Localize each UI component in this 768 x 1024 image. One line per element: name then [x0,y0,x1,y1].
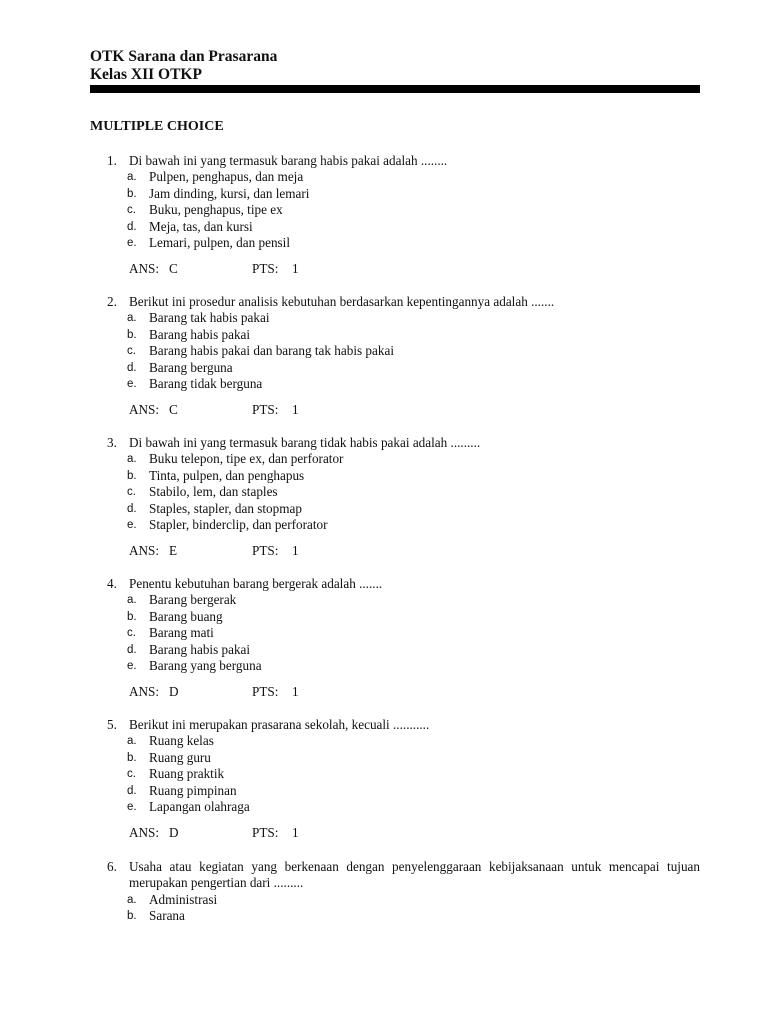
points-label: PTS: [252,402,279,418]
answer-label: ANS: [129,825,160,841]
option-c [90,766,700,782]
answer-line [90,402,700,418]
option-letter: a. [127,453,137,466]
points-value: 1 [292,543,299,559]
option-letter: d. [127,502,137,515]
option-letter: b. [127,328,137,341]
option-letter: b. [127,751,137,764]
option-b [90,908,700,924]
question-3 [90,435,700,559]
option-list [90,451,700,533]
option-e [90,517,700,533]
question-5 [90,717,700,841]
question-text: Penentu kebutuhan barang bergerak adalah ....... [129,576,383,591]
option-letter: a. [127,594,137,607]
option-letter: e. [127,519,137,532]
section-title: MULTIPLE CHOICE [90,119,224,134]
answer-line [90,543,700,559]
points-label: PTS: [252,825,279,841]
option-text: Sarana [149,908,185,924]
question-text: Di bawah ini yang termasuk barang tidak habis pakai adalah ......... [129,435,481,450]
option-text: Barang bergerak [149,592,237,608]
option-text: Staples, stapler, dan stopmap [149,500,302,516]
question-number: 5. [107,717,117,732]
option-letter: e. [127,801,137,814]
option-text: Ruang pimpinan [149,782,237,798]
option-letter: c. [127,204,136,217]
option-a [90,733,700,749]
question-6 [90,859,700,925]
option-list [90,169,700,251]
option-letter: b. [127,910,137,923]
option-text: Barang yang berguna [149,658,262,674]
option-letter: a. [127,171,137,184]
option-text: Jam dinding, kursi, dan lemari [149,185,310,201]
question-number: 6. [107,859,117,874]
answer-value: D [169,684,179,700]
question-text: Usaha atau kegiatan yang berkenaan dengan penyelenggaraan kebijaksanaan untuk mencapai tujuan merupakan pengertian dari ......... [129,859,700,891]
question-stem [90,576,700,592]
option-a [90,592,700,608]
option-text: Barang tak habis pakai [149,310,270,326]
option-c [90,343,700,359]
question-number: 2. [107,294,117,309]
option-b [90,609,700,625]
option-text: Tinta, pulpen, dan penghapus [149,467,305,483]
points-label: PTS: [252,543,279,559]
option-c [90,202,700,218]
question-stem [90,153,700,169]
option-d [90,219,700,235]
option-b [90,750,700,766]
points-value: 1 [292,684,299,700]
option-letter: c. [127,486,136,499]
option-b [90,468,700,484]
points-label: PTS: [252,684,279,700]
question-text: Berikut ini prosedur analisis kebutuhan berdasarkan kepentingannya adalah ....... [129,294,555,309]
answer-label: ANS: [129,402,160,418]
option-letter: c. [127,345,136,358]
option-text: Barang habis pakai [149,326,251,342]
option-letter: d. [127,643,137,656]
option-letter: c. [127,768,136,781]
option-a [90,310,700,326]
question-4 [90,576,700,700]
points-value: 1 [292,825,299,841]
question-number: 3. [107,435,117,450]
option-a [90,169,700,185]
option-text: Lemari, pulpen, dan pensil [149,235,290,251]
answer-value: D [169,825,179,841]
option-text: Pulpen, penghapus, dan meja [149,169,304,185]
option-letter: e. [127,660,137,673]
question-number: 4. [107,576,117,591]
option-letter: a. [127,312,137,325]
option-e [90,235,700,251]
option-text: Barang mati [149,625,214,641]
answer-line [90,261,700,277]
question-number: 1. [107,153,117,168]
question-stem [90,717,700,733]
option-d [90,360,700,376]
option-text: Ruang kelas [149,733,214,749]
question-stem [90,859,700,892]
option-text: Barang buang [149,608,223,624]
option-text: Stapler, binderclip, dan perforator [149,517,328,533]
question-text: Berikut ini merupakan prasarana sekolah, kecuali ........... [129,717,430,732]
answer-value: E [169,543,178,559]
option-e [90,799,700,815]
option-letter: b. [127,469,137,482]
option-c [90,484,700,500]
option-letter: c. [127,627,136,640]
question-1 [90,153,700,277]
option-text: Ruang praktik [149,766,225,782]
option-a [90,892,700,908]
question-stem [90,435,700,451]
option-text: Lapangan olahraga [149,799,250,815]
answer-label: ANS: [129,543,160,559]
option-list [90,892,700,925]
answer-line [90,684,700,700]
option-letter: e. [127,378,137,391]
answer-line [90,825,700,841]
answer-value: C [169,402,178,418]
option-letter: e. [127,237,137,250]
option-text: Buku telepon, tipe ex, dan perforator [149,451,344,467]
answer-value: C [169,261,178,277]
option-letter: a. [127,893,137,906]
points-label: PTS: [252,261,279,277]
option-text: Barang berguna [149,359,233,375]
option-letter: d. [127,784,137,797]
option-d [90,501,700,517]
document-subject: OTK Sarana dan Prasarana [90,48,278,65]
option-letter: d. [127,220,137,233]
option-d [90,783,700,799]
option-d [90,642,700,658]
option-text: Stabilo, lem, dan staples [149,484,278,500]
header-rule [90,85,700,93]
question-stem [90,294,700,310]
option-e [90,376,700,392]
option-text: Ruang guru [149,749,211,765]
answer-label: ANS: [129,684,160,700]
option-text: Barang habis pakai [149,641,251,657]
option-text: Barang tidak berguna [149,376,263,392]
points-value: 1 [292,261,299,277]
option-list [90,310,700,392]
points-value: 1 [292,402,299,418]
option-list [90,733,700,815]
option-c [90,625,700,641]
document-class: Kelas XII OTKP [90,66,202,83]
option-text: Barang habis pakai dan barang tak habis pakai [149,343,394,359]
question-2 [90,294,700,418]
option-letter: d. [127,361,137,374]
option-letter: b. [127,610,137,623]
option-text: Administrasi [149,891,218,907]
option-b [90,186,700,202]
answer-label: ANS: [129,261,160,277]
option-list [90,592,700,674]
option-b [90,327,700,343]
option-letter: b. [127,187,137,200]
option-a [90,451,700,467]
question-text: Di bawah ini yang termasuk barang habis pakai adalah ........ [129,153,448,168]
option-e [90,658,700,674]
option-text: Buku, penghapus, tipe ex [149,202,283,218]
option-letter: a. [127,735,137,748]
option-text: Meja, tas, dan kursi [149,218,253,234]
